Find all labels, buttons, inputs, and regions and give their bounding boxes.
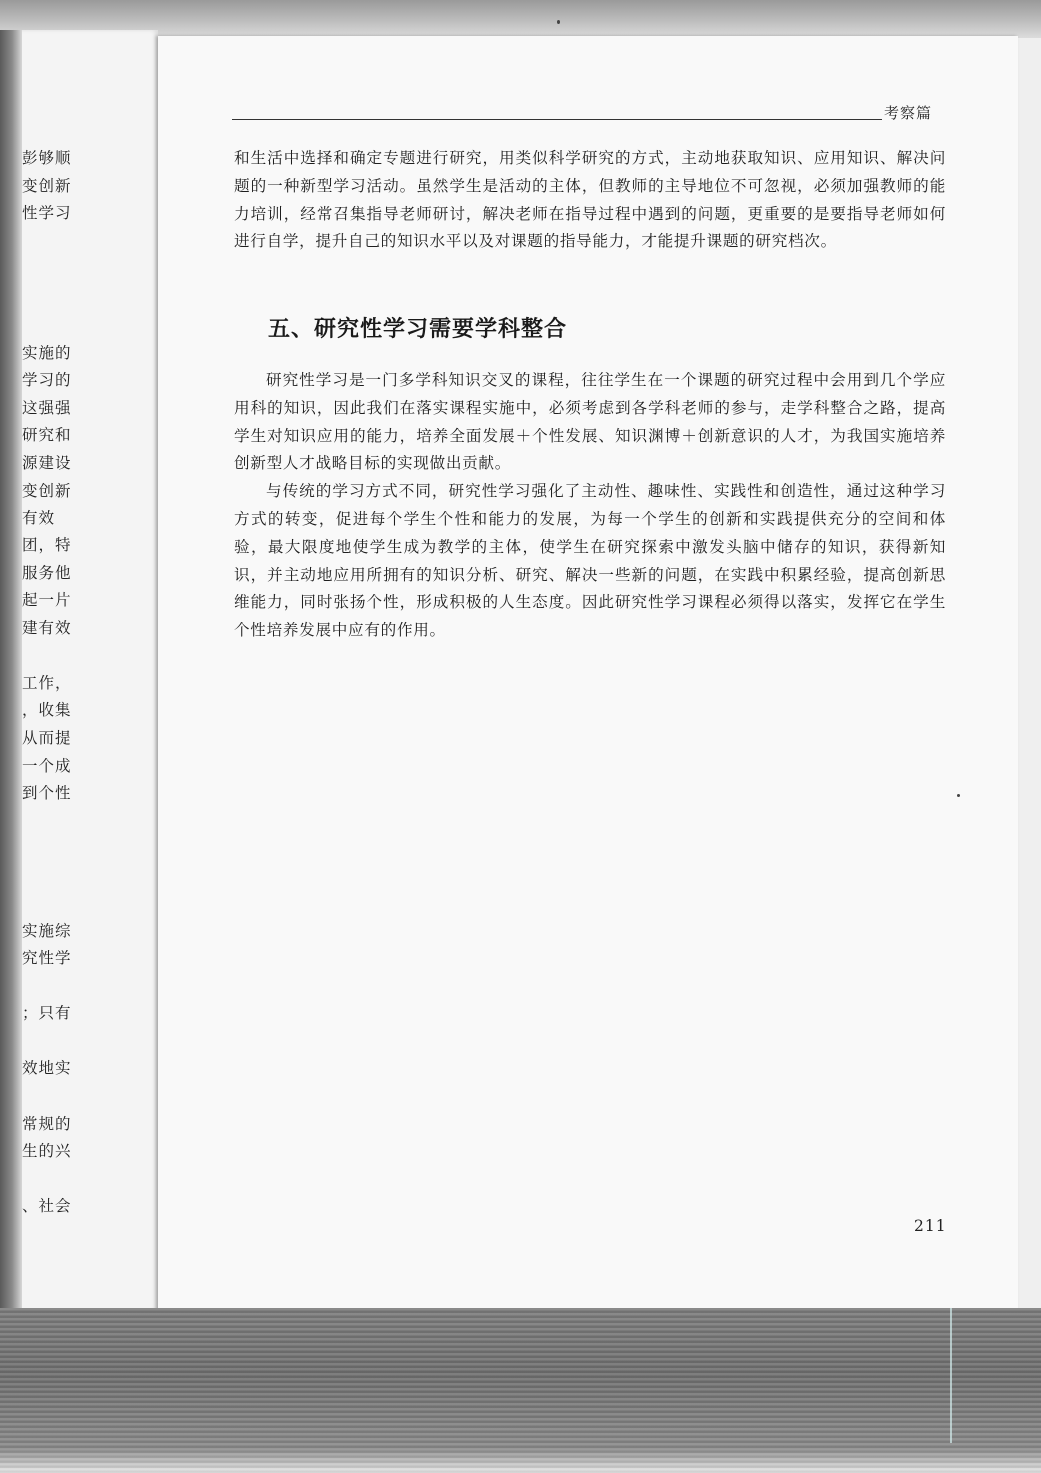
left-page-fragment: 服务他 (22, 564, 72, 582)
left-page-fragment: 有效 (22, 509, 56, 527)
left-page-fragment: 到个性 (22, 784, 72, 802)
left-page-fragment: 研究和 (22, 426, 72, 444)
left-page-fragment: 学习的 (22, 371, 72, 389)
left-page-fragment: 源建设 (22, 454, 72, 472)
left-page-fragment: 这强强 (22, 399, 72, 417)
body-text-top (234, 145, 946, 256)
left-page-fragment: 实施的 (22, 344, 72, 362)
scan-bottom-edge (0, 1308, 1041, 1473)
section-heading: 五、研究性学习需要学科整合 (268, 316, 568, 342)
left-page-fragment: 性学习 (22, 204, 72, 222)
left-page-fragment: 常规的 (22, 1115, 72, 1133)
paragraph: 和生活中选择和确定专题进行研究，用类似科学研究的方式，主动地获取知识、应用知识、解决问题的一种新型学习活动。虽然学生是活动的主体，但教师的主导地位不可忽视，必须加强教师的能力培训，经常召集指导老师研讨，解决老师在指导过程中遇到的问题，更重要的是要指导老师如何进行自学，提升自己的知识水平以及对课题的指导能力，才能提升课题的研究档次。 (234, 149, 946, 251)
left-page-fragment: ；只有 (22, 1004, 72, 1022)
left-scan-edge (0, 30, 22, 1320)
paragraph: 与传统的学习方式不同，研究性学习强化了主动性、趣味性、实践性和创造性，通过这种学习方式的转变，促进每个学生个性和能力的发展，为每一个学生的创新和实践提供充分的空间和体验，最大限度地使学生成为教学的主体，使学生在研究探索中激发头脑中储存的知识，获得新知识，并主动地应用所拥有的知识分析、研究、解决一些新的问题，在实践中积累经验，提高创新思维能力，同时张扬个性，形成积极的人生态度。因此研究性学习课程必须得以落实，发挥它在学生个性培养发展中应有的作用。 (234, 482, 946, 640)
left-page-fragment: 团，特 (22, 536, 72, 554)
paragraph: 研究性学习是一门多学科知识交叉的课程，往往学生在一个课题的研究过程中会用到几个学应用科的知识，因此我们在落实课程实施中，必须考虑到各学科老师的参与，走学科整合之路，提高学生对知识应用的能力，培养全面发展＋个性发展、知识渊博＋创新意识的人才，为我国实施培养创新型人才战略目标的实现做出贡献。 (234, 371, 946, 473)
body-text-section (234, 367, 946, 645)
left-page-fragment: 、社会 (22, 1197, 72, 1215)
scan-speck (957, 794, 960, 797)
left-page-fragment: 生的兴 (22, 1142, 72, 1160)
page-number: 211 (914, 1217, 947, 1235)
left-page-fragment: 效地实 (22, 1059, 72, 1077)
left-page-fragment: 一个成 (22, 757, 72, 775)
left-page-fragment: 起一片 (22, 591, 72, 609)
left-page-fragment: 工作， (22, 674, 72, 692)
scan-streak (950, 1308, 952, 1443)
left-page-fragment: 变创新 (22, 177, 72, 195)
left-page-fragment: ，收集 (22, 701, 72, 719)
left-page-fragment: 究性学 (22, 949, 72, 967)
left-page-fragment: 彭够顺 (22, 149, 72, 167)
left-page-fragment: 实施综 (22, 922, 72, 940)
left-page-fragment: 从而提 (22, 729, 72, 747)
header-rule (232, 119, 882, 120)
left-page-fragment: 建有效 (22, 619, 72, 637)
left-page-fragment: 变创新 (22, 482, 72, 500)
running-head: 考察篇 (884, 104, 933, 122)
scan-speck (557, 20, 560, 24)
